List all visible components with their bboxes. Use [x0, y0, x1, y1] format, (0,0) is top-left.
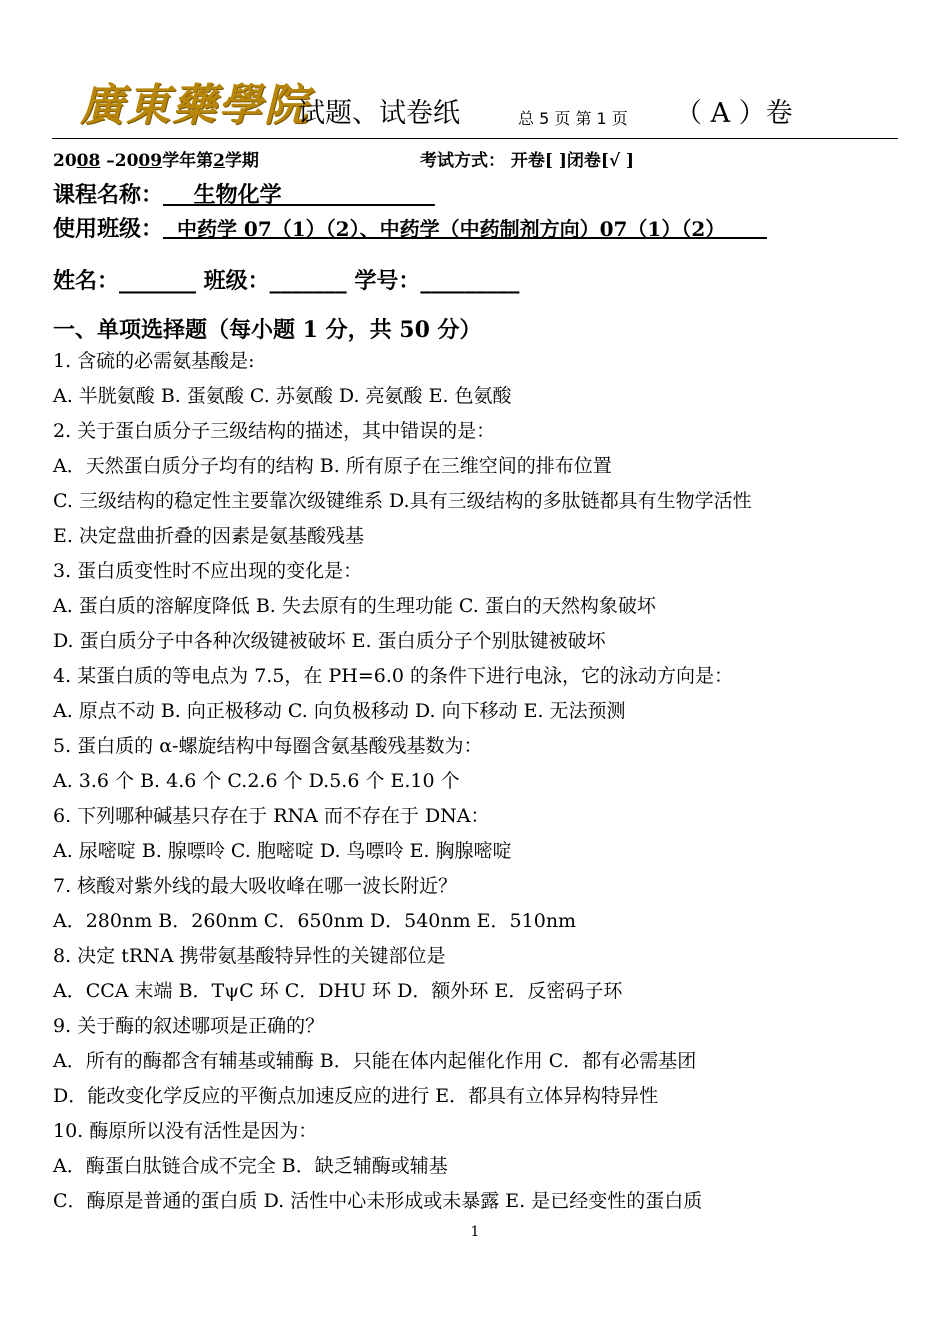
options-1: A. 半胱氨酸 B. 蛋氨酸 C. 苏氨酸 D. 亮氨酸 E. 色氨酸: [53, 385, 512, 407]
course-label: 课程名称：: [53, 182, 164, 208]
question-6: 6. 下列哪种碱基只存在于 RNA 而不存在于 DNA：: [53, 805, 490, 827]
options-10b: C．酶原是普通的蛋白质 D. 活性中心未形成或未暴露 E. 是已经变性的蛋白质: [53, 1190, 703, 1212]
options-5: A. 3.6 个 B. 4.6 个 C.2.6 个 D.5.6 个 E.10 个: [53, 770, 460, 792]
paper-title: 试题、试卷纸: [298, 98, 460, 129]
semester-number: 2: [213, 151, 225, 171]
year-mid: –20: [100, 151, 139, 171]
options-2b: C. 三级结构的稳定性主要靠次级键维系 D.具有三级结构的多肽链都具有生物学活性: [53, 490, 752, 512]
question-8: 8. 决定 tRNA 携带氨基酸特异性的关键部位是: [53, 945, 446, 967]
paper-version: （ A ）卷: [675, 98, 793, 129]
options-3a: A. 蛋白质的溶解度降低 B. 失去原有的生理功能 C. 蛋白的天然构象破坏: [53, 595, 656, 617]
options-10a: A．酶蛋白肽链合成不完全 B．缺乏辅酶或辅基: [53, 1155, 448, 1177]
page-count: 总 5 页 第 1 页: [518, 109, 628, 128]
question-3: 3. 蛋白质变性时不应出现的变化是：: [53, 560, 363, 582]
school-logo: 廣東藥學院: [80, 80, 310, 131]
question-9: 9. 关于酶的叙述哪项是正确的？: [53, 1015, 325, 1037]
options-9a: A．所有的酶都含有辅基或辅酶 B．只能在体内起催化作用 C．都有必需基团: [53, 1050, 697, 1072]
semester-prefix: 学年第: [162, 151, 214, 171]
student-info-line: 姓名：_______ 班级：_______ 学号：_________: [53, 268, 520, 294]
year-start: 08: [76, 151, 101, 171]
class-value: 中药学 07（1）（2）、中药学（中药制剂方向）07（1）（2）: [163, 217, 768, 241]
section-title: 一、单项选择题（每小题 1 分，共 50 分）: [53, 317, 482, 343]
question-4: 4. 某蛋白质的等电点为 7.5，在 PH=6.0 的条件下进行电泳，它的泳动方向是：: [53, 665, 733, 687]
question-2: 2. 关于蛋白质分子三级结构的描述，其中错误的是：: [53, 420, 496, 442]
term-line: [53, 146, 259, 171]
semester-suffix: 学期: [224, 151, 259, 171]
question-10: 10. 酶原所以没有活性是因为：: [53, 1120, 318, 1142]
options-2c: E. 决定盘曲折叠的因素是氨基酸残基: [53, 525, 364, 547]
options-7: A．280nm B．260nm C．650nm D．540nm E．510nm: [53, 910, 577, 932]
options-9b: D．能改变化学反应的平衡点加速反应的进行 E．都具有立体异构特异性: [53, 1085, 659, 1107]
class-label: 使用班级：: [53, 216, 164, 242]
options-6: A. 尿嘧啶 B. 腺嘌呤 C. 胞嘧啶 D. 鸟嘌呤 E. 胸腺嘧啶: [53, 840, 512, 862]
course-value: 生物化学: [163, 182, 435, 208]
year-end: 09: [138, 151, 163, 171]
exam-mode: 考试方式： 开卷[ ]闭卷[√ ]: [420, 151, 635, 171]
exam-header: [80, 80, 900, 138]
page-number: 1: [470, 1224, 480, 1240]
options-2a: A．天然蛋白质分子均有的结构 B. 所有原子在三维空间的排布位置: [53, 455, 612, 477]
header-rule: [52, 138, 898, 139]
question-7: 7. 核酸对紫外线的最大吸收峰在哪一波长附近？: [53, 875, 458, 897]
class-line: [53, 212, 767, 243]
year-prefix: 20: [53, 151, 77, 171]
options-4: A. 原点不动 B. 向正极移动 C. 向负极移动 D. 向下移动 E. 无法预测: [53, 700, 626, 722]
question-5: 5. 蛋白质的 α-螺旋结构中每圈含氨基酸残基数为：: [53, 735, 483, 757]
options-3b: D. 蛋白质分子中各种次级键被破坏 E. 蛋白质分子个别肽键被破坏: [53, 630, 606, 652]
course-line: [53, 178, 435, 209]
question-1: 1. 含硫的必需氨基酸是:: [53, 350, 255, 372]
options-8: A．CCA 末端 B．TψC 环 C．DHU 环 D．额外环 E．反密码子环: [53, 980, 623, 1002]
